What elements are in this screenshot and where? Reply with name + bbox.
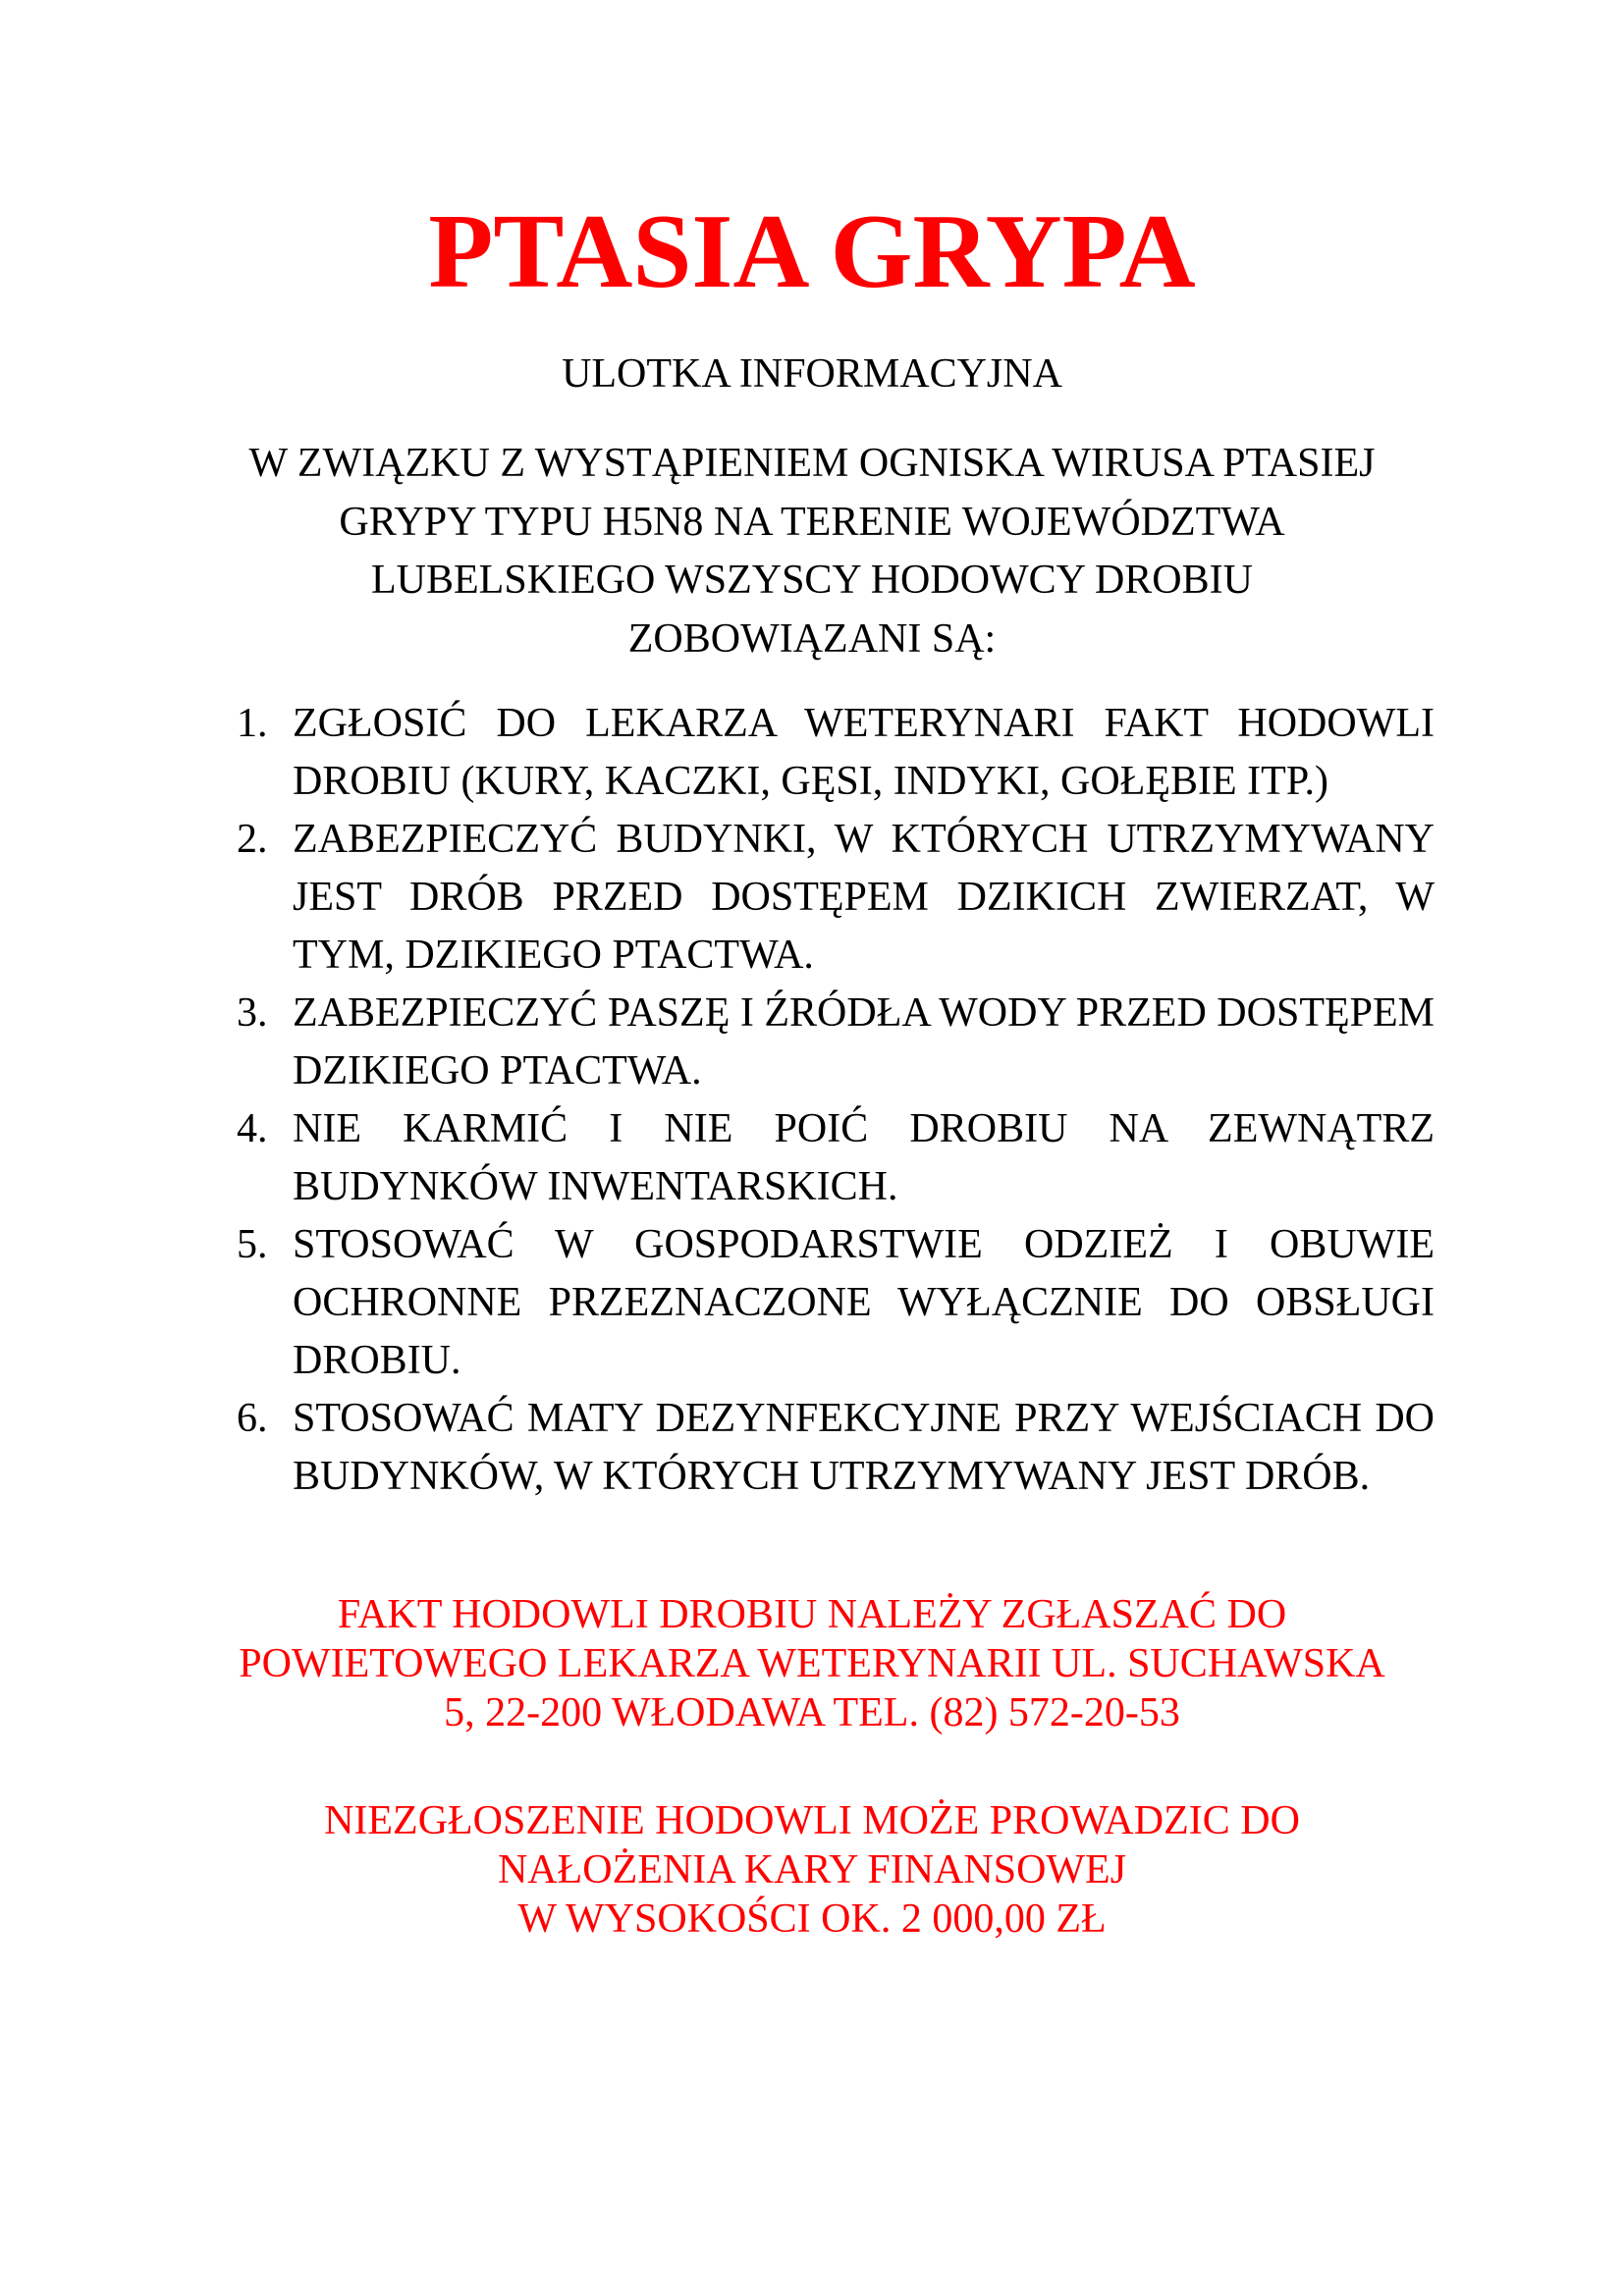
intro-line: ZOBOWIĄZANI SĄ: (627, 615, 997, 662)
penalty-notice-line: W WYSOKOŚCI OK. 2 000,00 ZŁ (517, 1896, 1107, 1942)
penalty-notice-line: NAŁOŻENIA KARY FINANSOWEJ (497, 1847, 1127, 1893)
list-item (222, 811, 1435, 985)
penalty-notice-line: NIEZGŁOSZENIE HODOWLI MOŻE PROWADZIC DO (324, 1798, 1300, 1843)
list-item-number: 5. (237, 1222, 268, 1267)
intro-line: W ZWIĄZKU Z WYSTĄPIENIEM OGNISKA WIRUSA PTASIEJ (248, 441, 1376, 486)
report-notice-line: FAKT HODOWLI DROBIU NALEŻY ZGŁASZAĆ DO (337, 1592, 1287, 1637)
list-item-text: ZGŁOSIĆ DO LEKARZA WETERYNARI FAKT HODOWLI DROBIU (KURY, KACZKI, GĘSI, INDYKI, GOŁĘBIE ITP.) (293, 701, 1435, 804)
list-item-text: STOSOWAĆ MATY DEZYNFEKCYJNE PRZY WEJŚCIACH DO BUDYNKÓW, W KTÓRYCH UTRZYMYWANY JEST DRÓB. (293, 1396, 1435, 1499)
list-item (222, 1390, 1435, 1506)
leaflet-subtitle: ULOTKA INFORMACYJNA (562, 351, 1062, 397)
report-notice-line: 5, 22-200 WŁODAWA TEL. (82) 572-20-53 (444, 1690, 1180, 1735)
list-item-number: 3. (237, 990, 268, 1036)
page-title: PTASIA GRYPA (428, 193, 1196, 310)
list-item-number: 6. (237, 1396, 268, 1441)
list-item-text: NIE KARMIĆ I NIE POIĆ DROBIU NA ZEWNĄTRZ BUDYNKÓW INWENTARSKICH. (293, 1106, 1435, 1209)
list-item-text: ZABEZPIECZYĆ PASZĘ I ŹRÓDŁA WODY PRZED DOSTĘPEM DZIKIEGO PTACTWA. (293, 990, 1435, 1094)
list-item-number: 2. (237, 817, 268, 862)
list-item (222, 695, 1435, 811)
intro-paragraph (157, 435, 1467, 668)
list-item (222, 1216, 1435, 1390)
list-item (222, 985, 1435, 1100)
intro-line: GRYPY TYPU H5N8 NA TERENIE WOJEWÓDZTWA (339, 499, 1285, 545)
list-item (222, 1100, 1435, 1216)
list-item-text: ZABEZPIECZYĆ BUDYNKI, W KTÓRYCH UTRZYMYWANY JEST DRÓB PRZED DOSTĘPEM DZIKICH ZWIERZAT, W TYM, DZIKIEGO PTACTWA. (293, 817, 1435, 978)
report-notice (157, 1590, 1467, 1737)
list-item-number: 4. (237, 1106, 268, 1151)
penalty-notice (157, 1796, 1467, 1944)
list-item-number: 1. (237, 701, 268, 746)
intro-line: LUBELSKIEGO WSZYSCY HODOWCY DROBIU (371, 558, 1253, 603)
list-item-text: STOSOWAĆ W GOSPODARSTWIE ODZIEŻ I OBUWIE OCHRONNE PRZEZNACZONE WYŁĄCZNIE DO OBSŁUGI DROBIU. (293, 1222, 1435, 1383)
obligations-list (222, 695, 1435, 1506)
report-notice-line: POWIETOWEGO LEKARZA WETERYNARII UL. SUCHAWSKA (239, 1641, 1385, 1686)
